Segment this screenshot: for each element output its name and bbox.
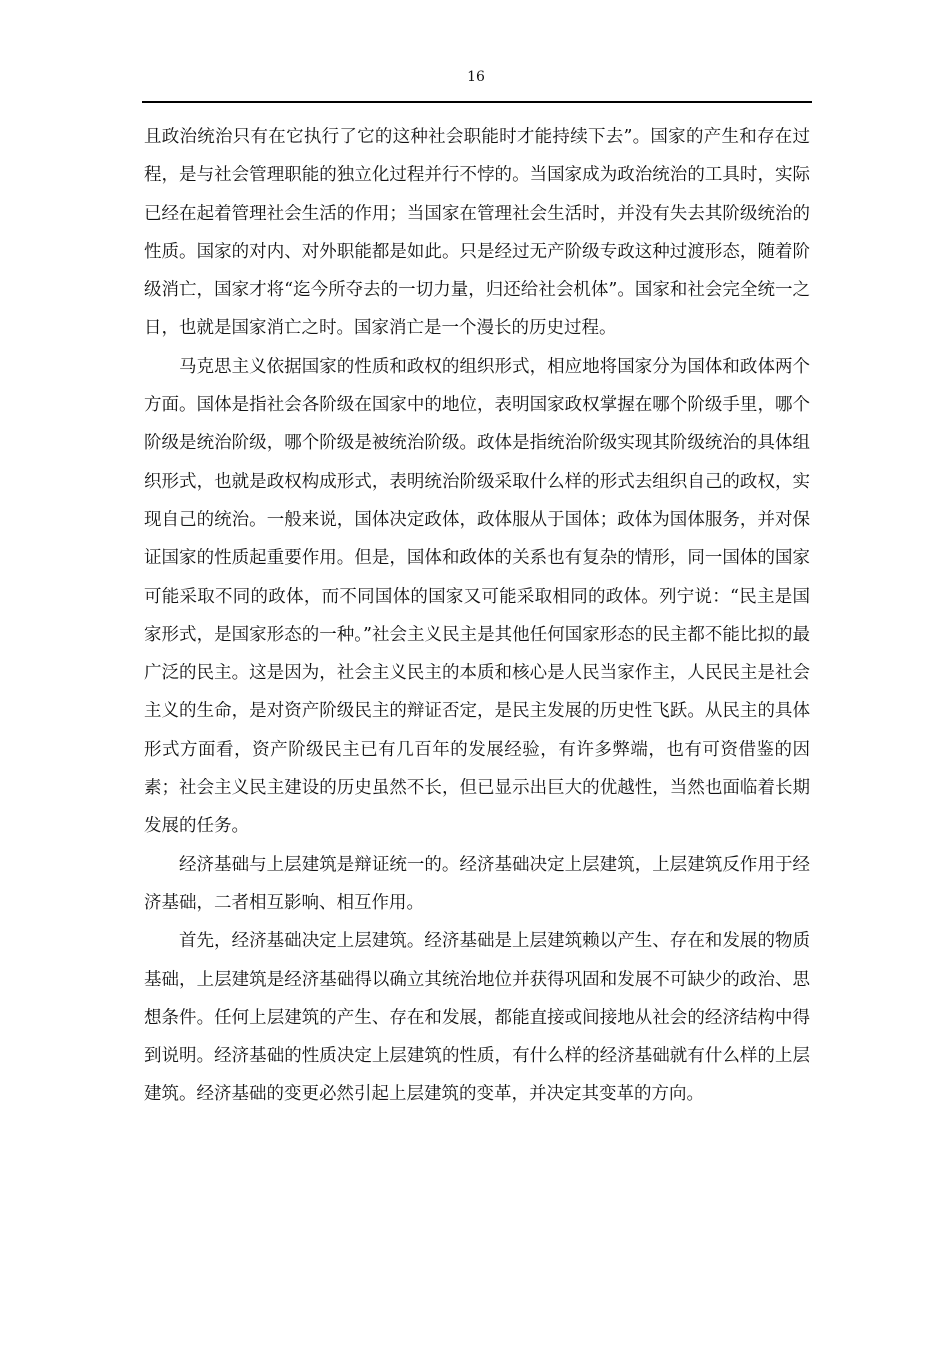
paragraph-base-determines: 首先，经济基础决定上层建筑。经济基础是上层建筑赖以产生、存在和发展的物质基础，上层建筑是经济基础得以确立其统治地位并获得巩固和发展不可缺少的政治、思想条件。任何上层建筑的产生、存在和发展，都能直接或间接地从社会的经济结构中得到说明。经济基础的性质决定上层建筑的性质，有什么样的经济基础就有什么样的上层建筑。经济基础的变更必然引起上层建筑的变革，并决定其变革的方向。: [144, 931, 810, 1105]
page-number: 16: [467, 69, 485, 85]
paragraph-state-form: 马克思主义依据国家的性质和政权的组织形式，相应地将国家分为国体和政体两个方面。国体是指社会各阶级在国家中的地位，表明国家政权掌握在哪个阶级手里，哪个阶级是统治阶级，哪个阶级是被统治阶级。政体是指统治阶级实现其阶级统治的具体组织形式，也就是政权构成形式，表明统治阶级采取什么样的形式去组织自己的政权，实现自己的统治。一般来说，国体决定政体，政体服从于国体；政体为国体服务，并对保证国家的性质起重要作用。但是，国体和政体的关系也有复杂的情形，同一国体的国家可能采取不同的政体，而不同国体的国家又可能采取相同的政体。列宁说：“民主是国家形式，是国家形态的一种。”社会主义民主是其他任何国家形态的民主都不能比拟的最广泛的民主。这是因为，社会主义民主的本质和核心是人民当家作主，人民民主是社会主义的生命，是对资产阶级民主的辩证否定，是民主发展的历史性飞跃。从民主的具体形式方面看，资产阶级民主已有几百年的发展经验，有许多弊端，也有可资借鉴的因素；社会主义民主建设的历史虽然不长，但已显示出巨大的优越性，当然也面临着长期发展的任务。: [144, 356, 810, 837]
body-text: [144, 118, 810, 1114]
paragraph-continued: 且政治统治只有在它执行了它的这种社会职能时才能持续下去”。国家的产生和存在过程，是与社会管理职能的独立化过程并行不悖的。当国家成为政治统治的工具时，实际已经在起着管理社会生活的作用；当国家在管理社会生活时，并没有失去其阶级统治的性质。国家的对内、对外职能都是如此。只是经过无产阶级专政这种过渡形态，随着阶级消亡，国家才将“迄今所夺去的一切力量，归还给社会机体”。国家和社会完全统一之日，也就是国家消亡之时。国家消亡是一个漫长的历史过程。: [144, 127, 810, 339]
header-rule: [142, 101, 812, 103]
paragraph-base-superstructure: 经济基础与上层建筑是辩证统一的。经济基础决定上层建筑，上层建筑反作用于经济基础，二者相互影响、相互作用。: [144, 854, 810, 913]
